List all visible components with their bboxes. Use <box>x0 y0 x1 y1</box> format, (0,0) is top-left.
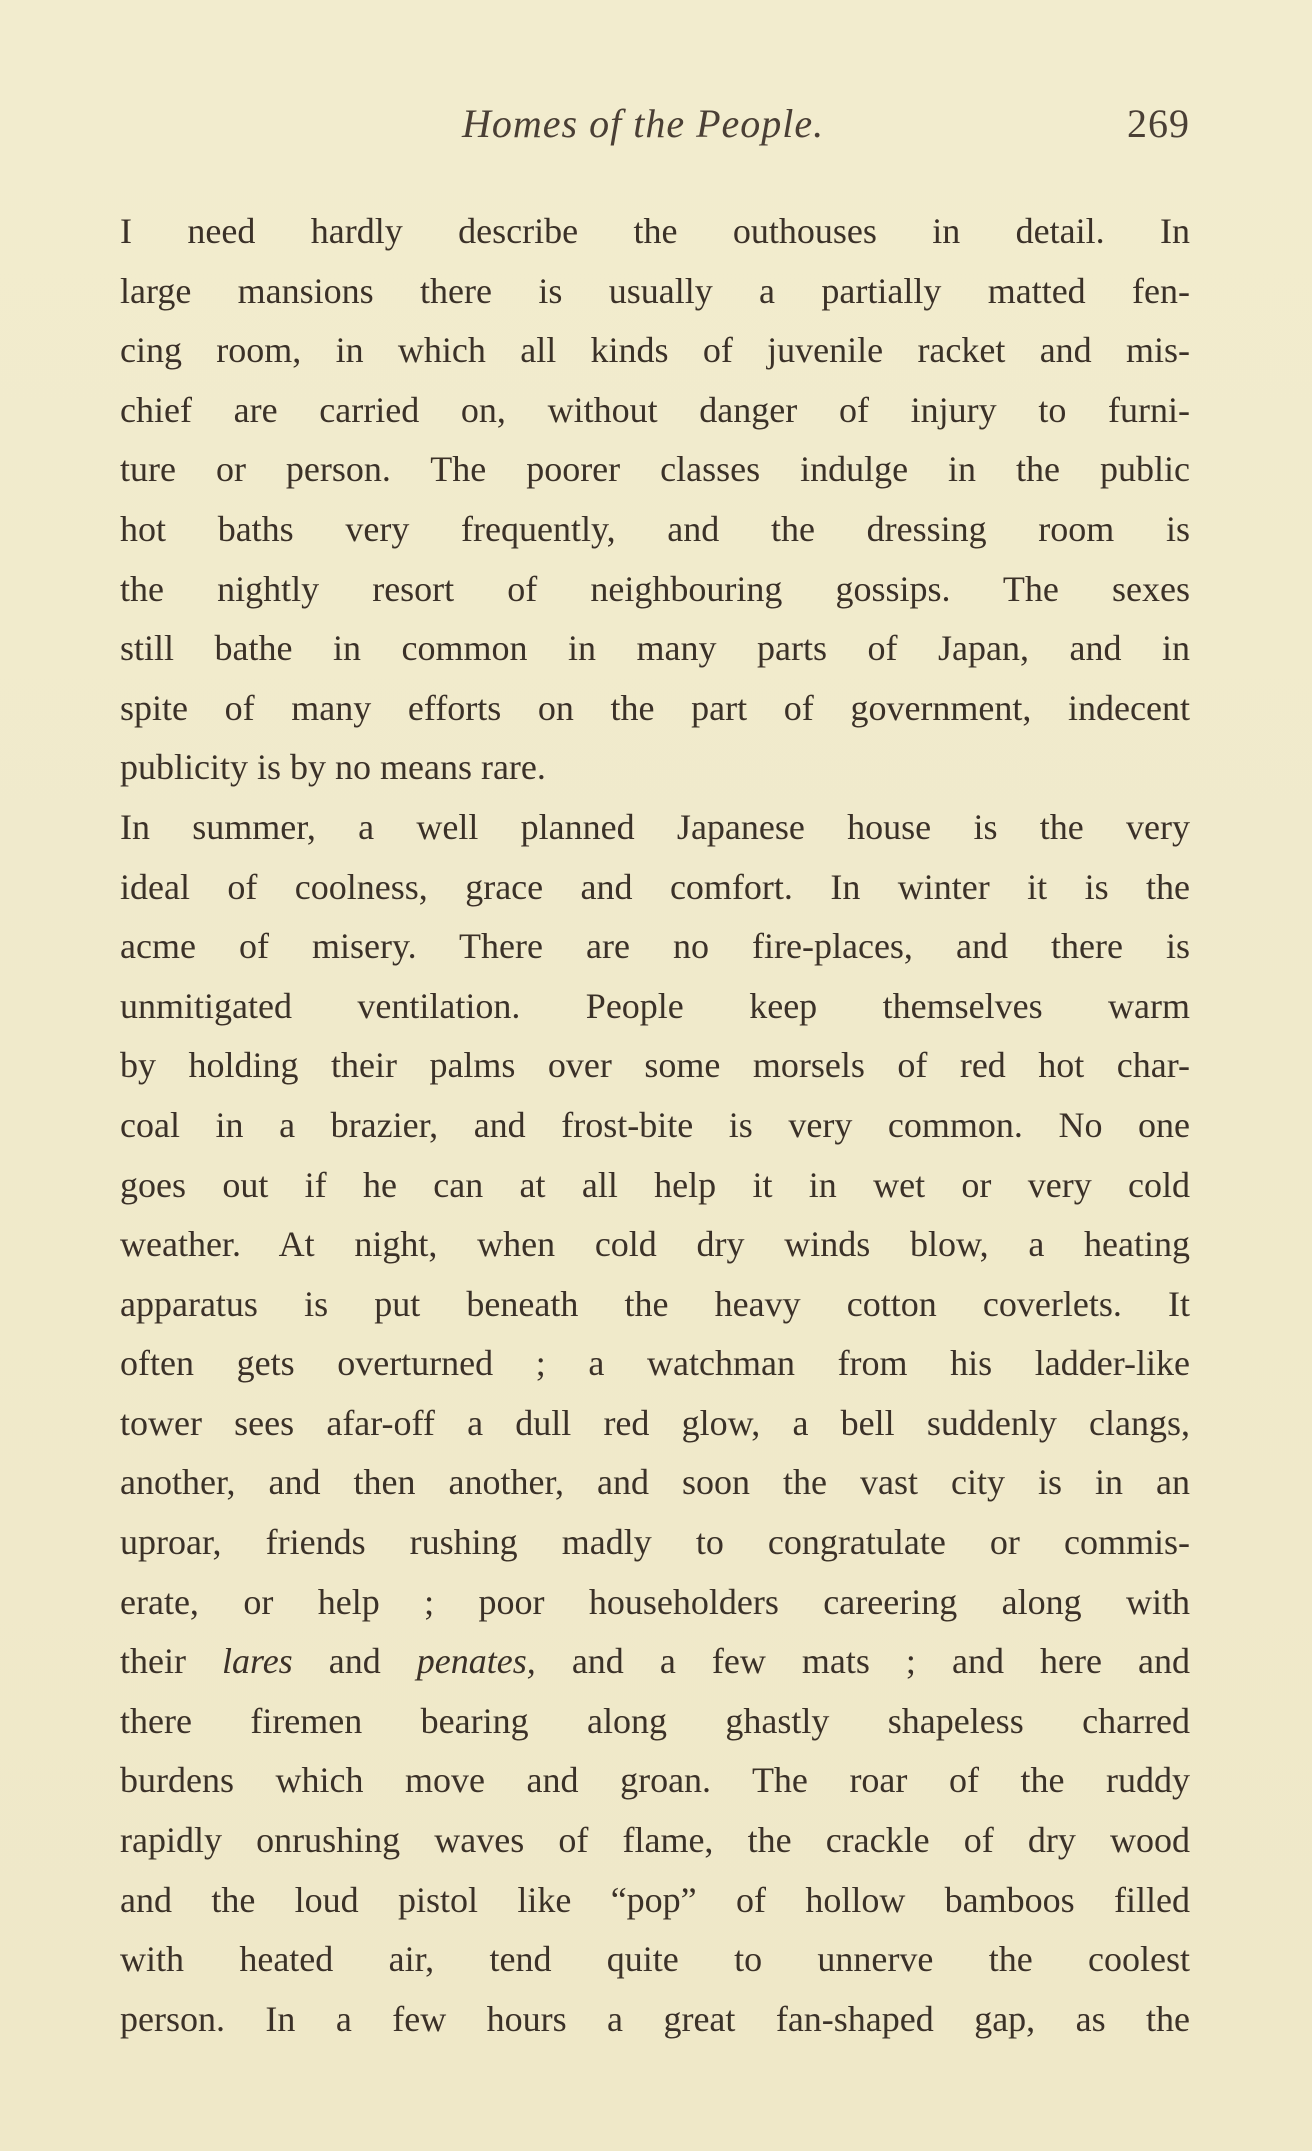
text-line: erate, or help ; poor householders careering along with <box>120 1581 1190 1622</box>
page-number: 269 <box>1127 101 1190 146</box>
text-line: ideal of coolness, grace and comfort. In winter it is the <box>120 866 1190 907</box>
text-line: another, and then another, and soon the vast city is in an <box>120 1462 1190 1503</box>
text-line: unmitigated ventilation. People keep themselves warm <box>120 985 1190 1026</box>
text-line: chief are carried on, without danger of injury to furni- <box>120 389 1190 430</box>
text-line: by holding their palms over some morsels of red hot char- <box>120 1045 1190 1086</box>
paragraph-2 <box>120 798 1190 2049</box>
text-line: hot baths very frequently, and the dressing room is <box>120 508 1190 549</box>
italic-word-penates: penates, <box>416 1641 536 1682</box>
text-line: with heated air, tend quite to unnerve the coolest <box>120 1939 1190 1980</box>
text-line: and the loud pistol like “pop” of hollow bamboos filled <box>120 1879 1190 1920</box>
text-line: there firemen bearing along ghastly shapeless charred <box>120 1700 1190 1741</box>
running-head <box>0 100 1312 160</box>
text-line: often gets overturned ; a watchman from his ladder-like <box>120 1343 1190 1384</box>
text-line: apparatus is put beneath the heavy cotton coverlets. It <box>120 1283 1190 1324</box>
text-line: rapidly onrushing waves of flame, the crackle of dry wood <box>120 1820 1190 1861</box>
text-line: large mansions there is usually a partially matted fen- <box>120 270 1190 311</box>
text-line: publicity is by no means rare. <box>120 747 546 788</box>
paragraph-1 <box>120 202 1190 798</box>
text-line-with-italics <box>120 1632 1190 1692</box>
text-line: I need hardly describe the outhouses in detail. In <box>120 211 1190 251</box>
text-line: the nightly resort of neighbouring gossips. The sexes <box>120 568 1190 609</box>
text-line: In summer, a well planned Japanese house is the very <box>120 806 1190 847</box>
body-text <box>120 202 1190 2049</box>
text-line: goes out if he can at all help it in wet or very cold <box>120 1164 1190 1205</box>
text-line: weather. At night, when cold dry winds blow, a heating <box>120 1224 1190 1265</box>
text-line: burdens which move and groan. The roar of the ruddy <box>120 1760 1190 1801</box>
text-line: acme of misery. There are no fire-places, and there is <box>120 926 1190 967</box>
text-line: uproar, friends rushing madly to congratulate or commis- <box>120 1522 1190 1563</box>
text-line: still bathe in common in many parts of Japan, and in <box>120 628 1190 669</box>
text-fragment: their <box>120 1641 223 1682</box>
text-line: tower sees afar-off a dull red glow, a bell suddenly clangs, <box>120 1402 1190 1443</box>
running-title: Homes of the People. <box>462 101 825 146</box>
text-line: coal in a brazier, and frost-bite is very common. No one <box>120 1104 1190 1145</box>
text-line: person. In a few hours a great fan-shaped gap, as the <box>120 1998 1190 2039</box>
text-fragment: and a few mats ; and here and <box>535 1641 1190 1682</box>
italic-word-lares: lares <box>222 1641 293 1682</box>
text-line: cing room, in which all kinds of juvenile racket and mis- <box>120 330 1190 371</box>
text-line: spite of many efforts on the part of government, indecent <box>120 687 1190 728</box>
text-line: ture or person. The poorer classes indulge in the public <box>120 449 1190 490</box>
text-fragment: and <box>292 1641 417 1682</box>
